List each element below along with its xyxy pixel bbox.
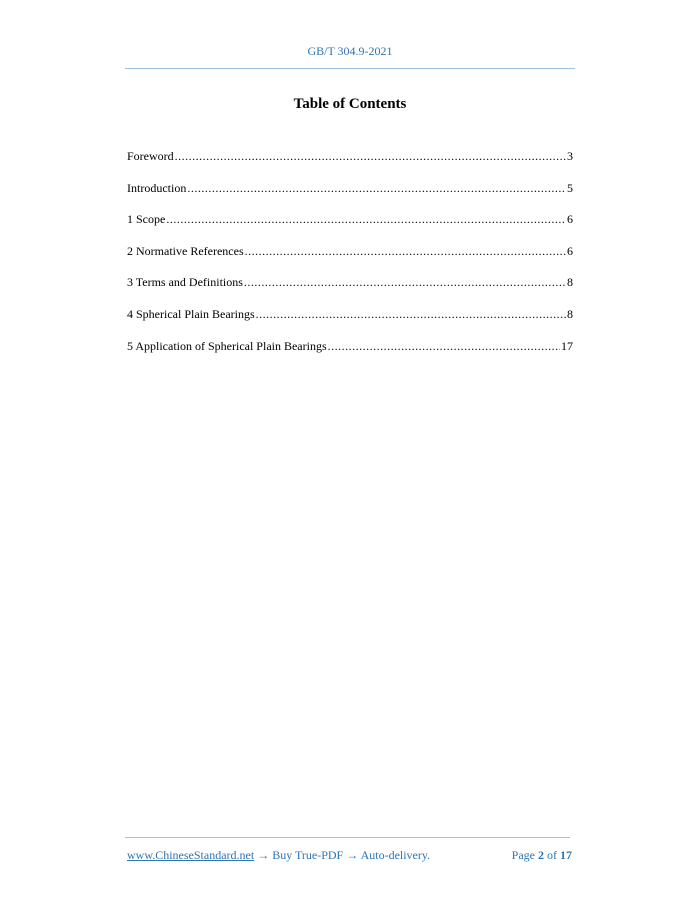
- page-header-doc-id: GB/T 304.9-2021: [307, 44, 393, 58]
- toc-entry-application-of-spherical-plain-bearings[interactable]: [127, 338, 573, 370]
- footer-promo-text: → Buy True-PDF → Auto-delivery.: [254, 848, 431, 862]
- page-total: 17: [560, 848, 572, 862]
- website-link[interactable]: www.ChineseStandard.net: [127, 848, 255, 862]
- footer-promo: [127, 848, 430, 863]
- toc-entry-page: 5: [567, 180, 573, 195]
- toc-entry-introduction[interactable]: [127, 180, 573, 212]
- toc-entry-label: 1 Scope: [127, 212, 166, 227]
- toc-entry-normative-references[interactable]: [127, 243, 573, 275]
- toc-leader-dots: [256, 306, 566, 322]
- toc-entry-foreword[interactable]: [127, 148, 573, 180]
- toc-entry-page: 6: [567, 212, 573, 227]
- toc-entry-spherical-plain-bearings[interactable]: [127, 306, 573, 338]
- toc-entry-page: 3: [567, 149, 573, 163]
- footer-divider: [125, 837, 570, 838]
- page-number: [512, 848, 572, 863]
- toc-leader-dots: [187, 180, 566, 196]
- toc-leader-dots: [166, 211, 566, 227]
- toc-leader-dots: [244, 274, 566, 290]
- toc-entry-label: 4 Spherical Plain Bearings: [127, 306, 255, 321]
- toc-entry-page: 6: [567, 243, 573, 258]
- toc-title: Table of Contents: [293, 96, 407, 112]
- toc-entry-page: 8: [567, 275, 573, 290]
- toc-leader-dots: [175, 148, 566, 164]
- toc-entry-page: 8: [567, 306, 573, 321]
- toc-leader-dots: [328, 338, 560, 354]
- page-prefix: Page: [511, 848, 535, 862]
- toc-entry-scope[interactable]: [127, 211, 573, 243]
- toc-entry-label: Foreword: [127, 149, 174, 163]
- toc-entry-label: 5 Application of Spherical Plain Bearings: [127, 338, 327, 353]
- toc-entry-label: Introduction: [127, 180, 187, 195]
- toc-entry-page: 17: [561, 338, 573, 353]
- page-current: 2: [538, 848, 544, 862]
- toc-leader-dots: [245, 243, 566, 259]
- page-of: of: [547, 848, 557, 862]
- header-divider: [125, 68, 575, 69]
- toc-entry-label: 2 Normative References: [127, 243, 244, 258]
- toc-entry-label: 3 Terms and Definitions: [127, 275, 243, 290]
- toc-list: [127, 148, 573, 369]
- toc-entry-terms-and-definitions[interactable]: [127, 274, 573, 306]
